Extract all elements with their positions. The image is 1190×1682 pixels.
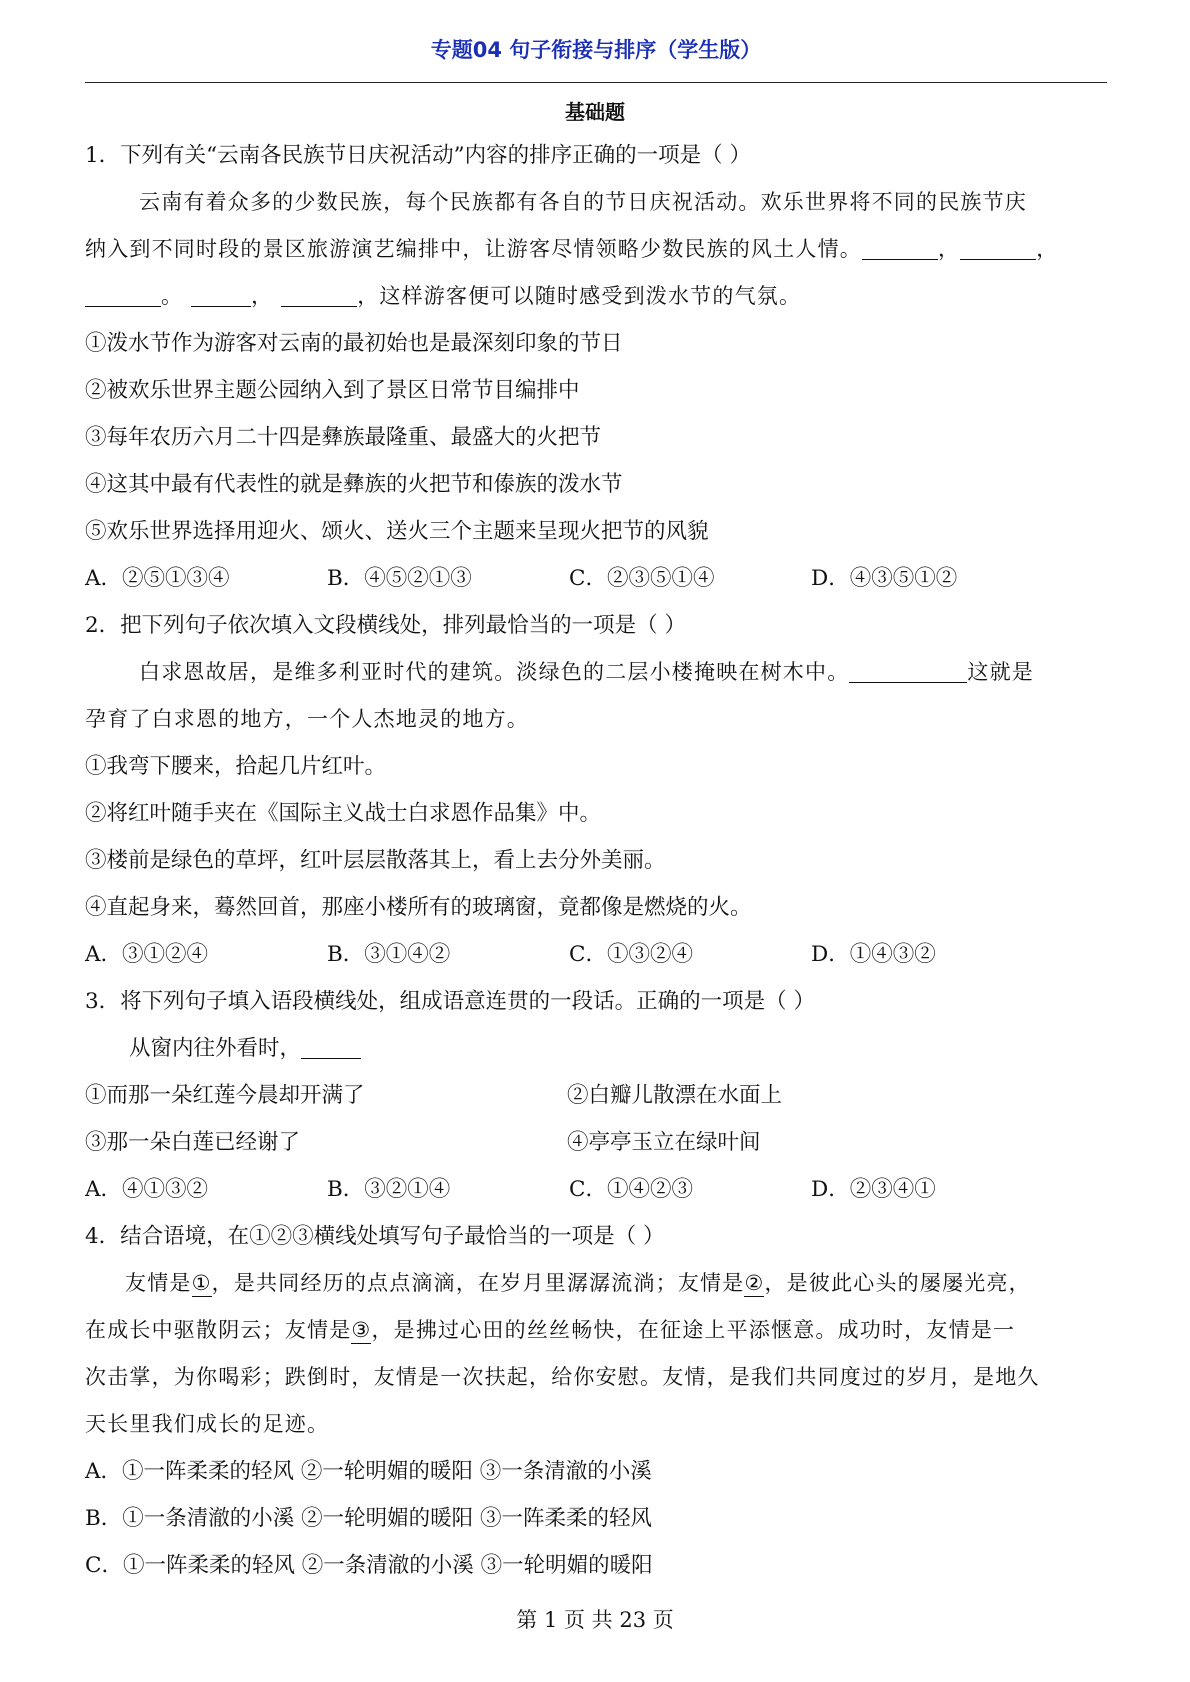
q4-passage-text: ，是共同经历的点点滴滴，在岁月里潺潺流淌；友情是 bbox=[211, 1271, 745, 1295]
q3-item: ①而那一朵红莲今晨却开满了 bbox=[85, 1083, 365, 1108]
header-title: 专题04 句子衔接与排序（学生版） bbox=[430, 38, 762, 62]
q3-items-row-2 bbox=[85, 1119, 1105, 1166]
q2-passage-line-1 bbox=[85, 649, 1105, 696]
q4-passage-line-3: 次击掌，为你喝彩；跌倒时，友情是一次扶起，给你安慰。友情，是我们共同度过的岁月，是地久 bbox=[85, 1365, 1040, 1389]
q2-option-c[interactable]: C．①③②④ bbox=[569, 942, 693, 967]
q4-passage-text: 在成长中驱散阴云；友情是 bbox=[85, 1318, 352, 1342]
q1-blank-4[interactable] bbox=[191, 284, 251, 307]
q1-blank-5[interactable] bbox=[281, 284, 357, 307]
q1-passage-line-1: 云南有着众多的少数民族，每个民族都有各自的节日庆祝活动。欢乐世界将不同的民族节庆 bbox=[139, 190, 1027, 214]
q1-passage-line-3 bbox=[85, 273, 1105, 320]
page-number: 第 1 页 共 23 页 bbox=[516, 1608, 674, 1632]
q4-option-a[interactable]: A．①一阵柔柔的轻风 ②一轮明媚的暖阳 ③一条清澈的小溪 bbox=[85, 1459, 652, 1484]
q1-separator: ， bbox=[938, 237, 961, 261]
q3-option-a[interactable]: A．④①③② bbox=[85, 1177, 209, 1202]
q1-item: ②被欢乐世界主题公园纳入到了景区日常节目编排中 bbox=[85, 378, 580, 403]
q1-passage-line-2 bbox=[85, 226, 1105, 273]
q2-item: ②将红叶随手夹在《国际主义战士白求恩作品集》中。 bbox=[85, 801, 602, 826]
q1-item: ⑤欢乐世界选择用迎火、颂火、送火三个主题来呈现火把节的风貌 bbox=[85, 519, 709, 544]
q1-item: ①泼水节作为游客对云南的最初始也是最深刻印象的节日 bbox=[85, 331, 623, 356]
q1-passage-tail: ，这样游客便可以随时感受到泼水节的气氛。 bbox=[357, 284, 802, 308]
q1-option-a[interactable]: A．②⑤①③④ bbox=[85, 566, 230, 591]
q4-option-c[interactable]: C．①一阵柔柔的轻风 ②一条清澈的小溪 ③一轮明媚的暖阳 bbox=[85, 1553, 653, 1578]
q2-passage-line-2: 孕育了白求恩的地方，一个人杰地灵的地方。 bbox=[85, 707, 529, 731]
question-list bbox=[85, 132, 1105, 1589]
q3-item: ④亭亭玉立在绿叶间 bbox=[567, 1130, 761, 1155]
q2-item: ①我弯下腰来，拾起几片红叶。 bbox=[85, 754, 387, 779]
q3-passage-text: 从窗内往外看时， bbox=[129, 1036, 302, 1061]
q1-item: ④这其中最有代表性的就是彝族的火把节和傣族的泼水节 bbox=[85, 472, 623, 497]
q2-options bbox=[85, 931, 1105, 978]
q1-stem: 1．下列有关“云南各民族节日庆祝活动”内容的排序正确的一项是（ ） bbox=[85, 143, 751, 168]
q1-passage-text: 纳入到不同时段的景区旅游演艺编排中，让游客尽情领略少数民族的风土人情。 bbox=[85, 237, 862, 261]
q4-blank-3[interactable]: ③ bbox=[351, 1318, 372, 1342]
q4-passage-text: 友情是 bbox=[125, 1271, 192, 1295]
q4-blank-1[interactable]: ① bbox=[191, 1271, 212, 1295]
q4-passage-text: ，是拂过心田的丝丝畅快，在征途上平添惬意。成功时，友情是一 bbox=[371, 1318, 1016, 1342]
q2-option-b[interactable]: B．③①④② bbox=[327, 942, 451, 967]
q2-option-d[interactable]: D．①④③② bbox=[811, 942, 936, 967]
q3-item: ②白瓣儿散漂在水面上 bbox=[567, 1083, 783, 1108]
q1-blank-3[interactable] bbox=[85, 284, 161, 307]
q1-separator: ， bbox=[1036, 237, 1059, 261]
q2-passage-text: 这就是 bbox=[967, 660, 1035, 684]
q4-passage-line-4: 天长里我们成长的足迹。 bbox=[85, 1412, 330, 1436]
q2-passage-text: 白求恩故居，是维多利亚时代的建筑。淡绿色的二层小楼掩映在树木中。 bbox=[139, 660, 850, 684]
q2-item: ④直起身来，蓦然回首，那座小楼所有的玻璃窗，竟都像是燃烧的火。 bbox=[85, 895, 752, 920]
q4-blank-2[interactable]: ② bbox=[744, 1271, 765, 1295]
q1-item: ③每年农历六月二十四是彝族最隆重、最盛大的火把节 bbox=[85, 425, 602, 450]
q2-stem: 2．把下列句子依次填入文段横线处，排列最恰当的一项是（ ） bbox=[85, 613, 687, 638]
q2-item: ③楼前是绿色的草坪，红叶层层散落其上，看上去分外美丽。 bbox=[85, 848, 666, 873]
q2-blank[interactable] bbox=[849, 660, 967, 683]
q1-blank-2[interactable] bbox=[960, 237, 1036, 260]
q3-options bbox=[85, 1166, 1105, 1213]
q4-stem: 4．结合语境，在①②③横线处填写句子最恰当的一项是（ ） bbox=[85, 1224, 665, 1249]
q4-option-b[interactable]: B．①一条清澈的小溪 ②一轮明媚的暖阳 ③一阵柔柔的轻风 bbox=[85, 1506, 652, 1531]
q1-option-d[interactable]: D．④③⑤①② bbox=[811, 566, 958, 591]
q3-passage bbox=[85, 1025, 1105, 1072]
q3-items-row-1 bbox=[85, 1072, 1105, 1119]
q3-option-b[interactable]: B．③②①④ bbox=[327, 1177, 451, 1202]
page-header bbox=[85, 30, 1107, 83]
q3-item: ③那一朵白莲已经谢了 bbox=[85, 1130, 301, 1155]
section-title: 基础题 bbox=[565, 100, 625, 124]
q3-option-c[interactable]: C．①④②③ bbox=[569, 1177, 693, 1202]
q1-separator: ， bbox=[251, 284, 274, 308]
q1-option-c[interactable]: C．②③⑤①④ bbox=[569, 566, 715, 591]
q1-options bbox=[85, 555, 1105, 602]
q2-option-a[interactable]: A．③①②④ bbox=[85, 942, 209, 967]
q3-option-d[interactable]: D．②③④① bbox=[811, 1177, 936, 1202]
q1-option-b[interactable]: B．④⑤②①③ bbox=[327, 566, 472, 591]
q1-separator: 。 bbox=[161, 284, 184, 308]
q4-passage-text: ，是彼此心头的屡屡光亮， bbox=[764, 1271, 1031, 1295]
q1-blank-1[interactable] bbox=[862, 237, 938, 260]
q4-passage-line-1 bbox=[85, 1260, 1105, 1307]
q3-blank[interactable] bbox=[301, 1036, 361, 1059]
page-footer bbox=[0, 1604, 1190, 1634]
q4-passage-line-2 bbox=[85, 1307, 1105, 1354]
q3-stem: 3．将下列句子填入语段横线处，组成语意连贯的一段话。正确的一项是（ ） bbox=[85, 989, 816, 1014]
